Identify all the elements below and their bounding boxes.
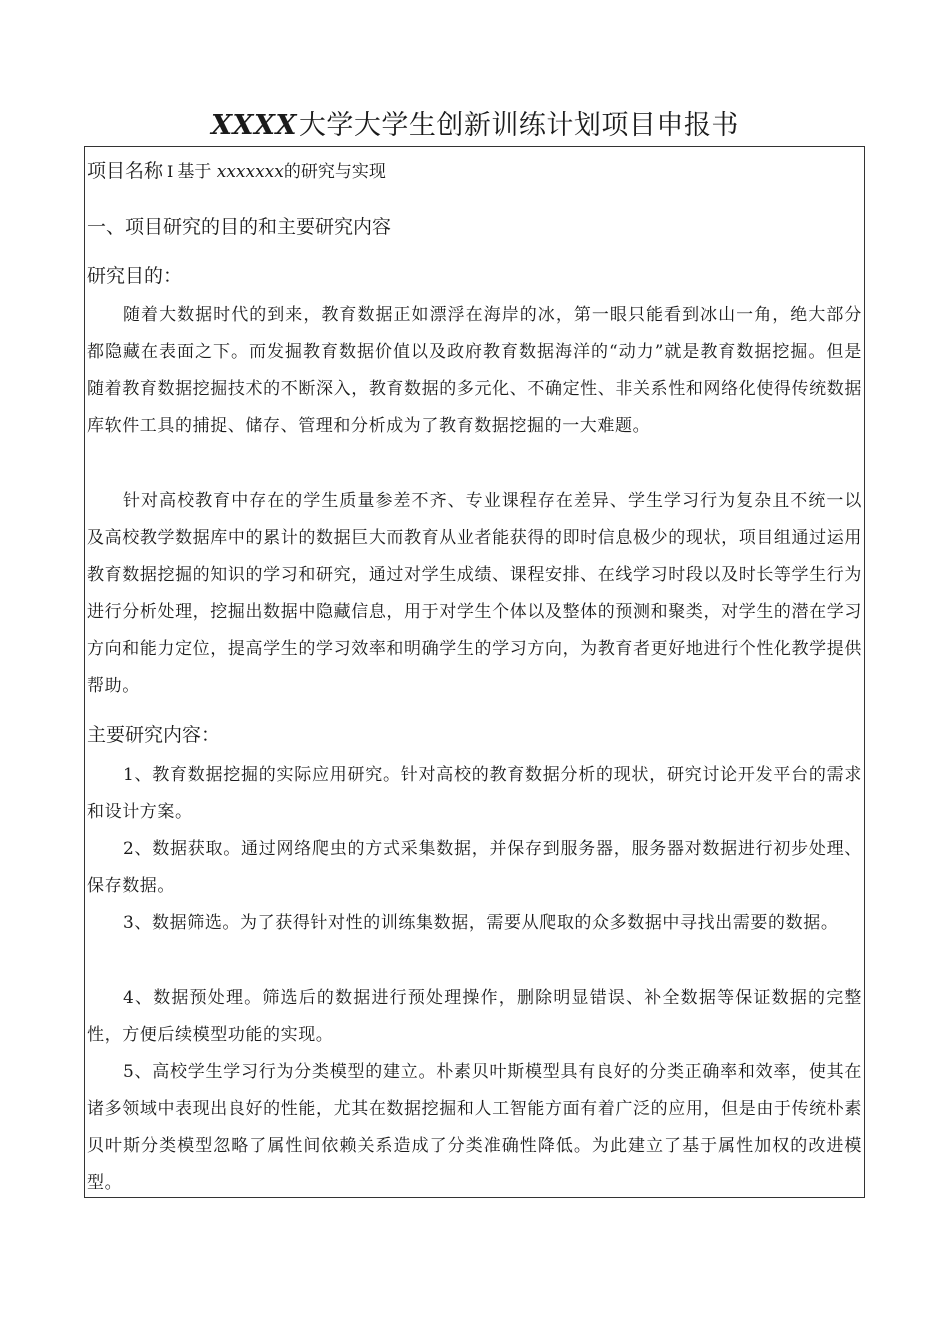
title-text: 大学大学生创新训练计划项目申报书: [298, 110, 739, 141]
project-name-prefix: 基于: [177, 162, 212, 182]
project-name-placeholder: xxxxxxx: [216, 162, 284, 182]
project-name-row: [87, 155, 386, 188]
title-prefix: XXXX: [211, 110, 297, 141]
content-item-4: 4、数据预处理。筛选后的数据进行预处理操作，删除明显错误、补全数据等保证数据的完整性，方便后续模型功能的实现。: [87, 988, 862, 1045]
document-title: [0, 106, 950, 146]
purpose-paragraph-1: 随着大数据时代的到来，教育数据正如漂浮在海岸的冰，第一眼只能看到冰山一角，绝大部分都隐藏在表面之下。而发掘教育数据价值以及政府教育数据海洋的“动力”就是教育数据挖掘。但是随着教育数据挖掘技术的不断深入，教育数据的多元化、不确定性、非关系性和网络化使得传统数据库软件工具的捕捉、储存、管理和分析成为了教育数据挖掘的一大难题。: [87, 305, 862, 436]
form-frame: [84, 146, 865, 1198]
project-name-suffix: 的研究与实现: [283, 162, 386, 182]
content-heading: 主要研究内容：: [87, 724, 221, 746]
project-name-separator: I: [167, 162, 174, 181]
content-item-1: 1、教育数据挖掘的实际应用研究。针对高校的教育数据分析的现状，研究讨论开发平台的需求和设计方案。: [87, 765, 862, 822]
purpose-heading: 研究目的：: [87, 265, 183, 287]
content-item-2: 2、数据获取。通过网络爬虫的方式采集数据，并保存到服务器，服务器对数据进行初步处理、保存数据。: [87, 839, 862, 896]
project-name-value: [177, 162, 386, 182]
section-heading: 一、项目研究的目的和主要研究内容: [87, 216, 392, 238]
project-name-label: 项目名称: [87, 160, 164, 182]
content-item-5: 5、高校学生学习行为分类模型的建立。朴素贝叶斯模型具有良好的分类正确率和效率，使其在诸多领域中表现出良好的性能，尤其在数据挖掘和人工智能方面有着广泛的应用，但是由于传统朴素贝叶斯分类模型忽略了属性间依赖关系造成了分类准确性降低。为此建立了基于属性加权的改进模型。: [87, 1062, 862, 1193]
content-item-3: 3、数据筛选。为了获得针对性的训练集数据，需要从爬取的众多数据中寻找出需要的数据。: [123, 913, 839, 933]
purpose-paragraph-2: 针对高校教育中存在的学生质量参差不齐、专业课程存在差异、学生学习行为复杂且不统一以及高校教学数据库中的累计的数据巨大而教育从业者能获得的即时信息极少的现状，项目组通过运用教育数据挖掘的知识的学习和研究，通过对学生成绩、课程安排、在线学习时段以及时长等学生行为进行分析处理，挖掘出数据中隐藏信息，用于对学生个体以及整体的预测和聚类，对学生的潜在学习方向和能力定位，提高学生的学习效率和明确学生的学习方向，为教育者更好地进行个性化教学提供帮助。: [87, 491, 862, 696]
